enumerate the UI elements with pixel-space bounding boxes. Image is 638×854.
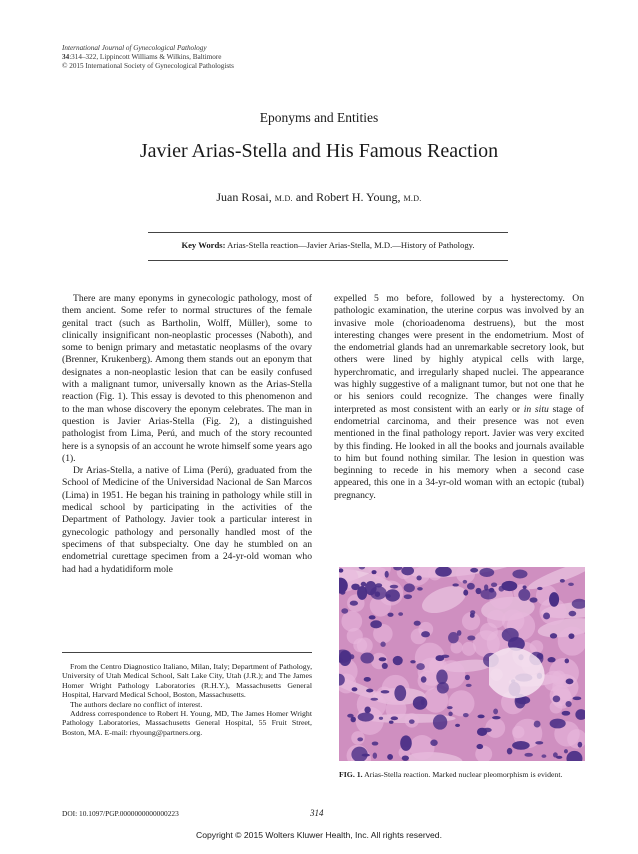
doi: DOI: 10.1097/PGP.0000000000000223 bbox=[62, 809, 179, 818]
micrograph-texture bbox=[550, 719, 566, 729]
micrograph-texture bbox=[404, 594, 412, 599]
histology-micrograph bbox=[339, 567, 585, 761]
micrograph-texture bbox=[568, 633, 574, 639]
figure-label: FIG. 1. bbox=[339, 770, 363, 779]
page-number: 314 bbox=[310, 808, 324, 818]
micrograph-texture bbox=[393, 656, 403, 665]
micrograph-texture bbox=[351, 731, 364, 744]
micrograph-texture bbox=[357, 638, 373, 654]
micrograph-texture bbox=[364, 677, 371, 682]
body-column-right bbox=[334, 293, 584, 502]
micrograph-texture bbox=[400, 735, 412, 750]
micrograph-texture bbox=[358, 712, 374, 721]
micrograph-texture bbox=[369, 615, 376, 619]
micrograph-texture bbox=[341, 608, 348, 613]
micrograph-texture bbox=[410, 735, 435, 760]
body-column-left bbox=[62, 293, 312, 576]
micrograph-texture bbox=[417, 587, 423, 590]
micrograph-texture bbox=[394, 685, 406, 701]
micrograph-texture bbox=[564, 749, 568, 753]
micrograph-texture bbox=[463, 590, 468, 596]
paragraph: There are many eponyms in gynecologic pathology, most of them ancient. Some refer to normal structures of the female genital tract (such as Bartholin, Wolff, Müller), some to clinically insignificant non-neoplastic processes (Naboth), and some to benign primary and metastatic neoplasms of the ovary (Brenner, Krukenberg). Among them stands out an eponym that designates a non-neoplastic lesion that can be easily confused with a malignant tumor, universally known as the Arias-Stella reaction (Fig. 1). This essay is devoted to this phenomenon and to the man whose discovery the eponym celebrates. The man in question is Javier Arias-Stella (Fig. 2), a distinguished pathologist from Lima, Perú, and much of the story recounted here is a synopsis of an account he wrote himself some years ago (1). bbox=[62, 293, 312, 464]
micrograph-texture bbox=[379, 657, 387, 661]
micrograph-texture bbox=[390, 585, 398, 589]
micrograph-texture bbox=[463, 713, 469, 717]
micrograph-texture bbox=[350, 601, 358, 606]
micrograph-texture bbox=[550, 701, 563, 714]
figure-1-caption bbox=[339, 770, 585, 780]
micrograph-texture bbox=[365, 581, 377, 595]
micrograph-texture bbox=[512, 726, 525, 739]
micrograph-texture bbox=[447, 706, 453, 709]
micrograph-texture bbox=[467, 636, 475, 641]
micrograph-texture bbox=[543, 612, 550, 619]
micrograph-texture bbox=[484, 584, 488, 590]
micrograph-texture bbox=[470, 613, 475, 618]
micrograph-texture bbox=[573, 696, 582, 700]
journal-citation-text: :314–322, Lippincott Williams & Wilkins, Baltimore bbox=[69, 53, 222, 61]
keywords-top-rule bbox=[148, 232, 508, 233]
micrograph-texture bbox=[518, 589, 530, 601]
author-degree: M.D. bbox=[274, 194, 293, 203]
micrograph-texture bbox=[410, 660, 415, 663]
micrograph-texture bbox=[565, 701, 571, 707]
micrograph-texture bbox=[550, 633, 557, 638]
micrograph-texture bbox=[414, 621, 421, 626]
micrograph-texture bbox=[437, 682, 449, 694]
micrograph-texture bbox=[477, 728, 487, 736]
micrograph-texture bbox=[568, 583, 574, 586]
micrograph-texture bbox=[492, 716, 501, 719]
micrograph-texture bbox=[373, 753, 377, 759]
micrograph-texture bbox=[480, 623, 498, 641]
micrograph-texture bbox=[409, 719, 415, 724]
micrograph-texture bbox=[465, 675, 470, 680]
journal-volume: 34 bbox=[62, 53, 70, 61]
micrograph-texture bbox=[499, 586, 505, 592]
journal-copyright: © 2015 International Society of Gynecological Pathologists bbox=[62, 62, 234, 70]
micrograph-texture bbox=[448, 712, 452, 717]
micrograph-texture bbox=[416, 663, 425, 670]
micrograph-texture bbox=[578, 742, 583, 748]
micrograph-texture bbox=[455, 724, 460, 727]
micrograph-texture bbox=[385, 571, 389, 578]
footnote bbox=[62, 662, 312, 737]
micrograph-texture bbox=[347, 714, 353, 718]
micrograph-texture bbox=[512, 741, 530, 750]
micrograph-texture bbox=[476, 744, 483, 749]
micrograph-texture bbox=[371, 698, 379, 701]
article-title: Javier Arias-Stella and His Famous Reaction bbox=[139, 140, 499, 162]
micrograph-texture bbox=[352, 687, 358, 691]
micrograph-texture bbox=[512, 570, 527, 579]
micrograph-texture bbox=[530, 597, 538, 602]
micrograph-texture bbox=[537, 587, 543, 590]
micrograph-texture bbox=[381, 690, 390, 693]
micrograph-texture bbox=[421, 676, 427, 682]
paragraph bbox=[334, 293, 584, 502]
paragraph-text: stage of endometrial carcinoma, and their presence was not even mentioned in the final pathology report. Javier was very excited by this finding. He looked in all the books and journals available to him but found nothing similar. The lesion in question was beginning to recede in his memory when a second case appeared, this one in a 34-yr-old woman with an ectopic (tubal) pregnancy. bbox=[334, 403, 584, 501]
paragraph-italic: in situ bbox=[523, 403, 549, 415]
micrograph-texture bbox=[386, 594, 391, 598]
micrograph-texture bbox=[370, 620, 382, 628]
micrograph-texture bbox=[372, 742, 379, 746]
micrograph-texture bbox=[382, 663, 388, 669]
figure-1-image bbox=[339, 567, 585, 761]
micrograph-texture bbox=[430, 740, 437, 746]
micrograph-texture bbox=[477, 715, 484, 719]
micrograph-texture bbox=[493, 708, 498, 714]
micrograph-texture bbox=[379, 717, 383, 720]
micrograph-texture bbox=[491, 582, 497, 587]
micrograph-texture bbox=[360, 653, 374, 664]
micrograph-texture bbox=[480, 589, 496, 600]
micrograph-texture bbox=[530, 640, 544, 654]
micrograph-texture bbox=[560, 579, 565, 583]
figure-caption-text: Arias-Stella reaction. Marked nuclear pleomorphism is evident. bbox=[362, 770, 563, 779]
micrograph-texture bbox=[553, 696, 561, 703]
micrograph-texture bbox=[466, 684, 472, 687]
keywords-text: Arias-Stella reaction—Javier Arias-Stella, M.D.—History of Pathology. bbox=[225, 240, 475, 250]
micrograph-texture bbox=[452, 583, 458, 586]
footnote-conflict: The authors declare no conflict of interest. bbox=[70, 699, 203, 709]
footnote-affiliation: From the Centro Diagnostico Italiano, Milan, Italy; Department of Pathology, University of Utah Medical School, Salt Lake City, Utah (J.R.); and The James Homer Wright Pathology Laboratories (R.H.Y.), Massachusetts General Hospital, Harvard Medical School, Boston, Massachusetts. bbox=[62, 662, 313, 700]
micrograph-texture bbox=[535, 741, 543, 744]
micrograph-texture bbox=[534, 721, 541, 728]
micrograph-texture bbox=[433, 715, 447, 730]
author-rosai: Juan Rosai, bbox=[216, 190, 272, 204]
micrograph-texture bbox=[391, 716, 398, 720]
micrograph-texture bbox=[421, 631, 430, 637]
micrograph-texture bbox=[351, 584, 360, 590]
keywords bbox=[148, 240, 508, 250]
micrograph-texture bbox=[364, 706, 370, 713]
paragraph: Dr Arias-Stella, a native of Lima (Perú), graduated from the School of Medicine of the Universidad Nacional de San Marcos (Lima) in 1951. He began his training in pathology while still in medical school by participating in the activities of the Department of Pathology. Javier took a particular interest in gynecologic pathology and personally handled most of the specimens of that subspecialty. One day he stumbled on an endometrial curettage specimen from a 24-yr-old woman who had had a hydatidiform mole bbox=[62, 465, 312, 575]
micrograph-texture bbox=[404, 583, 415, 592]
author-degree: M.D. bbox=[403, 194, 422, 203]
micrograph-texture bbox=[502, 628, 519, 642]
micrograph-texture bbox=[479, 568, 494, 577]
journal-name: International Journal of Gynecological Pathology bbox=[62, 44, 207, 52]
micrograph-texture bbox=[553, 752, 558, 757]
micrograph-texture bbox=[413, 696, 427, 710]
micrograph-texture bbox=[463, 580, 468, 584]
micrograph-texture bbox=[541, 754, 546, 757]
micrograph-texture bbox=[547, 657, 555, 662]
journal-citation bbox=[62, 53, 234, 62]
keywords-label: Key Words: bbox=[181, 240, 226, 250]
author-young: and Robert H. Young, bbox=[295, 190, 401, 204]
micrograph-texture bbox=[562, 711, 571, 716]
journal-header bbox=[62, 44, 234, 71]
micrograph-texture bbox=[524, 753, 532, 757]
micrograph-texture bbox=[380, 642, 385, 647]
micrograph-texture bbox=[366, 689, 373, 693]
micrograph-texture bbox=[467, 583, 475, 590]
micrograph-texture bbox=[566, 678, 574, 684]
micrograph-texture bbox=[357, 737, 363, 741]
micrograph-texture bbox=[523, 585, 527, 589]
publisher-copyright: Copyright © 2015 Wolters Kluwer Health, Inc. All rights reserved. bbox=[196, 830, 442, 840]
micrograph-texture bbox=[372, 570, 377, 574]
footnote-address: Address correspondence to Robert H. Young, MD, The James Homer Wright Pathology Laboratories, Massachusetts General Hospital, 55 Fruit Street, Boston, MA. E-mail: rhyoung@partners.org. bbox=[62, 709, 312, 737]
micrograph-texture bbox=[402, 755, 409, 760]
micrograph-texture bbox=[387, 613, 393, 617]
micrograph-texture bbox=[387, 754, 393, 760]
micrograph-texture bbox=[398, 612, 403, 616]
article-series: Eponyms and Entities bbox=[259, 110, 379, 125]
micrograph-texture bbox=[549, 592, 559, 607]
micrograph-texture bbox=[362, 754, 370, 757]
micrograph-texture bbox=[435, 655, 444, 661]
paragraph-text: expelled 5 mo before, followed by a hysterectomy. On pathologic examination, the uterine corpus was involved by an invasive mole (chorioadenoma destruens), but the most interesting changes were present in the endometrium. Most of the endometrial glands had an unremarkable secretory look, but others were lined by highly atypical cells with large, hyperchromatic, and irregularly shaped nuclei. The appearance was highly suggestive of a malignant tumor, but not one that he or his seniors could recognize. The changes were finally interpreted as most consistent with an early or bbox=[334, 293, 584, 415]
footnote-rule bbox=[62, 652, 312, 653]
micrograph-texture bbox=[389, 720, 394, 723]
micrograph-texture bbox=[448, 632, 459, 643]
micrograph-texture bbox=[416, 576, 421, 581]
keywords-bottom-rule bbox=[148, 260, 508, 261]
micrograph-texture bbox=[507, 748, 513, 755]
micrograph-texture bbox=[569, 611, 577, 617]
micrograph-texture bbox=[565, 659, 570, 664]
article-authors bbox=[0, 190, 638, 205]
micrograph-texture bbox=[470, 568, 478, 573]
